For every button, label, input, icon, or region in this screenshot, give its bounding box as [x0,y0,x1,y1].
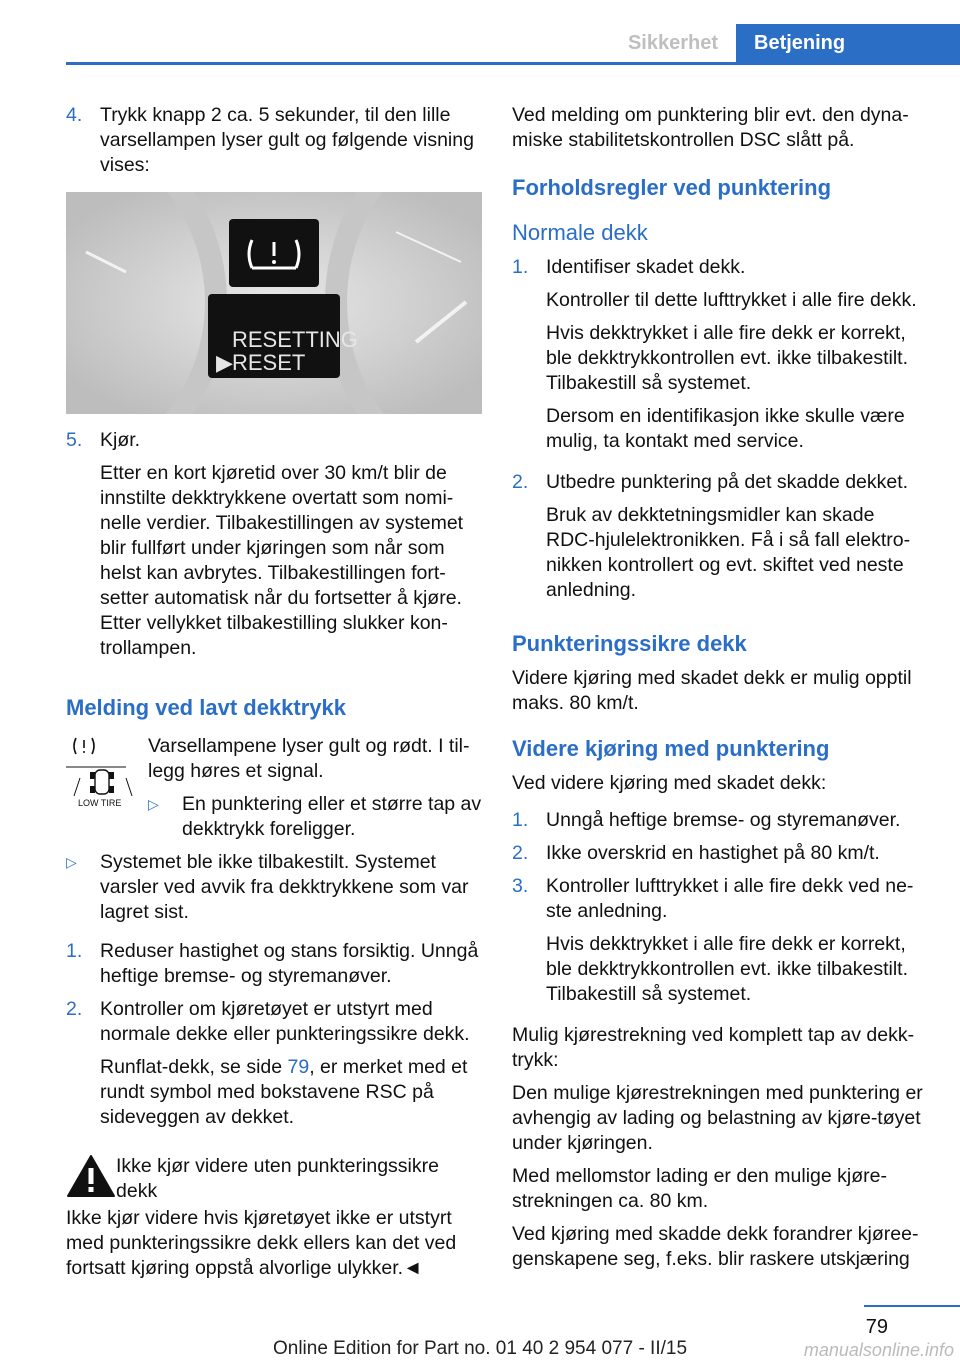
intro-text: Ved melding om punktering blir evt. den dyna-miske stabilitetskontrollen DSC slått på. [512,104,909,151]
paragraph-handling: Ved kjøring med skadde dekk forandrer kjøree-genskapene seg, f.eks. blir raskere utskjæring [512,1223,919,1270]
list-body [100,997,482,1138]
cluster-figure [66,192,482,414]
svg-text:LOW TIRE: LOW TIRE [78,798,122,808]
list-sub-text: Hvis dekktrykket i alle fire dekk er korrekt, ble dekktrykkontrollen evt. ikke tilbakestilt. Tilbakestill så systemet. [546,322,908,394]
continue-step-2 [512,841,926,866]
list-text: Kontroller lufttrykket i alle fire dekk ved ne-ste anledning. [546,875,914,922]
runflat-note: Runflat-dekk, se side 79, er merket med et rundt symbol med bokstavene RSC på sideveggen av dekket. [100,1056,468,1128]
list-sub-text: Kontroller til dette lufttrykket i alle fire dekk. [546,289,917,311]
continue-step-1 [512,808,926,833]
list-body [546,470,926,611]
step-title: Kjør. [100,429,141,451]
list-text: Unngå heftige bremse- og styremanøver. [546,809,901,831]
normal-step-1 [512,255,926,462]
warning-text: Ikke kjør videre hvis kjøretøyet ikke er utstyrt med punkteringssikre dekk ellers kan det ved fortsatt kjøring oppstå alvorlige ulykker.◄ [66,1207,457,1279]
bullet-text: Systemet ble ikke tilbakestilt. Systemet varsler ved avvik fra dekktrykkene som var lagret sist. [100,851,469,923]
continue-text: Ved videre kjøring med skadet dekk: [512,772,827,794]
runflat-text: Videre kjøring med skadet dekk er mulig opptil maks. 80 km/t. [512,667,912,714]
list-sub-text: Dersom en identifikasjon ikke skulle være mulig, ta kontakt med service. [546,405,905,452]
bullet-2 [66,850,482,925]
warning-title: Ikke kjør videre uten punkteringssikre dekk [116,1155,439,1202]
triangle-bullet-icon: ▷ [66,854,77,870]
list-body [546,255,926,462]
footer-rule [864,1305,960,1307]
step-5 [66,428,482,669]
step-number: 4. [66,104,83,126]
list-text: Identifiser skadet dekk. [546,256,746,278]
header-rule [66,62,960,65]
list-number: 1. [66,940,83,962]
warning-block [66,1154,482,1204]
bullet-text: En punktering eller et større tap av dekktrykk foreligger. [182,793,482,840]
step-number: 5. [66,429,83,451]
list-number: 1. [512,256,529,278]
continue-step-3 [512,874,926,1015]
display-line-2: RESET [232,350,306,375]
display-arrow: ▶ [216,350,233,375]
list-number: 2. [66,998,83,1020]
low-tire-description: Varsellampene lyser gult og rødt. I til-legg høres et signal. [148,735,470,782]
list-text: Kontroller om kjøretøyet er utstyrt med normale dekke eller punkteringssikre dekk. [100,998,470,1045]
bullet-1 [148,792,482,842]
list-sub-text: Bruk av dekktetningsmidler kan skade RDC-hjulelektronikken. Få i så fall elektro-nikken kontrollert og evt. skiftet ved neste anledning. [546,504,911,601]
step-body [100,428,482,669]
list-number: 2. [512,842,529,864]
page-link-79[interactable]: 79 [287,1056,310,1078]
paragraph-range: Mulig kjørestrekning ved komplett tap av dekk-trykk: [512,1024,915,1071]
list-text: Ikke overskrid en hastighet på 80 km/t. [546,842,880,864]
low-tire-block [66,734,482,850]
list-number: 3. [512,875,529,897]
heading-runflat: Punkteringssikre dekk [512,631,747,656]
warning-triangle-icon [66,1154,116,1198]
tab-betjening[interactable]: Betjening [736,24,960,62]
instrument-cluster-image [66,192,482,414]
heading-normal-tires: Normale dekk [512,220,648,245]
step-text: Trykk knapp 2 ca. 5 sekunder, til den lille varsellampen lyser gult og følgende visning vises: [100,104,474,176]
step-4 [66,103,482,178]
list-body [546,874,926,1015]
low-tire-warning-icon [66,734,148,808]
tab-sikkerhet[interactable]: Sikkerhet [627,31,719,54]
list-text: Utbedre punktering på det skadde dekket. [546,471,909,493]
list-item-1 [66,939,482,989]
heading-low-pressure: Melding ved lavt dekktrykk [66,695,346,720]
list-number: 1. [512,809,529,831]
list-item-2 [66,997,482,1138]
heading-continue-driving: Videre kjøring med punktering [512,736,830,761]
left-column [66,103,482,1289]
triangle-bullet-icon: ▷ [148,796,159,812]
paragraph-medium-load: Med mellomstor lading er den mulige kjøre-strekningen ca. 80 km. [512,1165,887,1212]
low-tire-text [148,734,482,850]
paragraph-depends: Den mulige kjørestrekningen med punktering er avhengig av lading og belastning av kjøre-tøyet under kjøringen. [512,1082,923,1154]
normal-step-2 [512,470,926,611]
watermark: manualsonline.info [803,1340,954,1360]
step-text: Etter en kort kjøretid over 30 km/t blir de innstilte dekktrykkene overtatt som nomi-nelle verdier. Tilbakestillingen av systemet blir fullført under kjøringen som når som helst kan avbrytes. Tilbakestillingen fort-setter automatisk når du fortsetter å kjøre. Etter vellykket tilbakestilling slukker kon-trollampen. [100,462,464,659]
right-column [512,103,926,1280]
edition-footer: Online Edition for Part no. 01 40 2 954 077 - II/15 [272,1338,688,1359]
heading-precautions: Forholdsregler ved punktering [512,175,832,200]
page-number: 79 [865,1316,888,1338]
list-number: 2. [512,471,529,493]
display-line-1: RESETTING [232,327,358,352]
list-sub-text: Hvis dekktrykket i alle fire dekk er korrekt, ble dekktrykkontrollen evt. ikke tilbakestilt. Tilbakestill så systemet. [546,933,908,1005]
list-text: Reduser hastighet og stans forsiktig. Unngå heftige bremse- og styremanøver. [100,940,479,987]
